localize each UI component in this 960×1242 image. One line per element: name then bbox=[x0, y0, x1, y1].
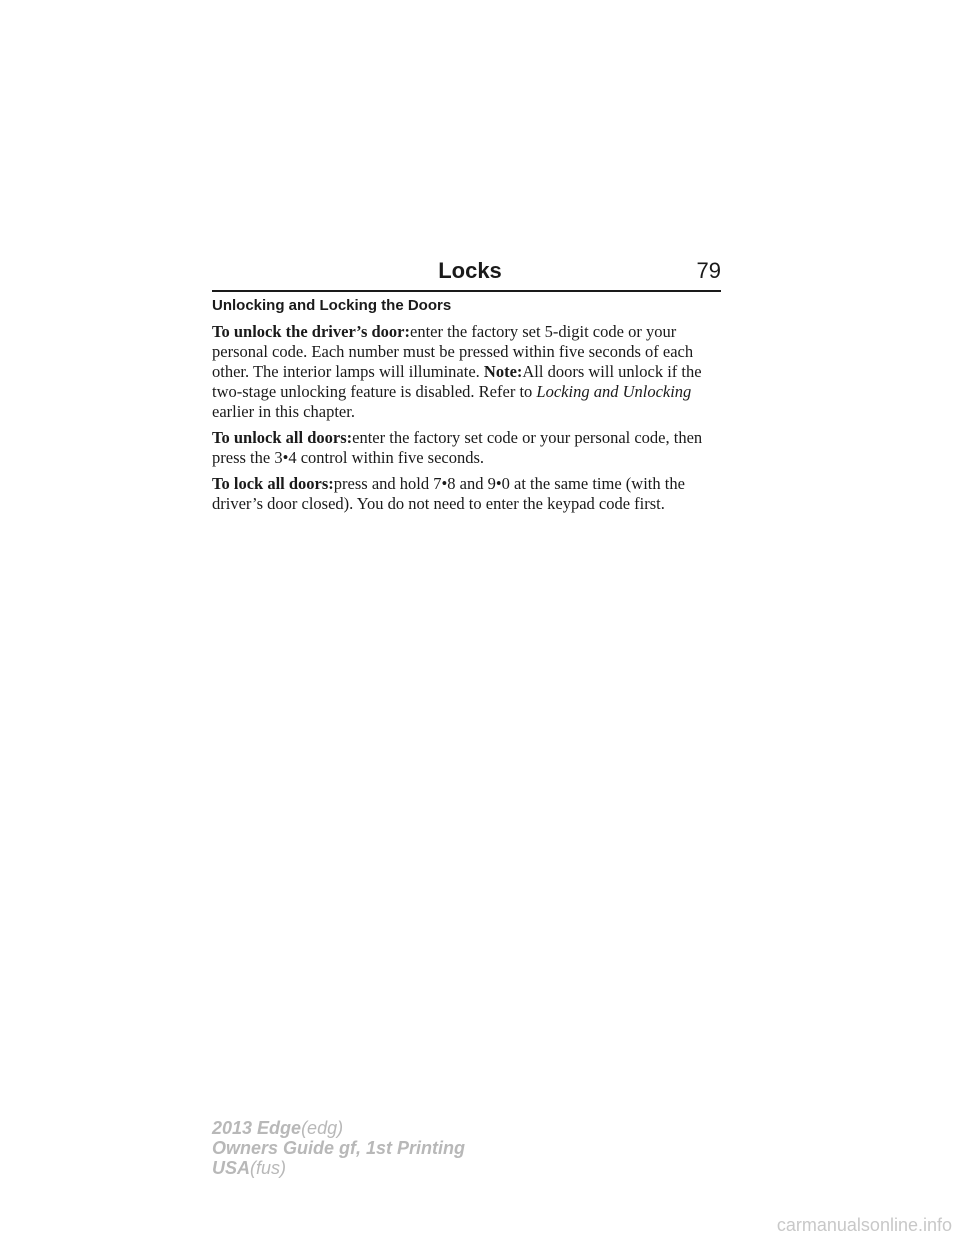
page-number: 79 bbox=[696, 258, 721, 283]
note-label: Note: bbox=[483, 362, 523, 381]
paragraph-lead: To unlock all doors: bbox=[212, 428, 353, 447]
footer-market: USA bbox=[212, 1158, 251, 1178]
watermark: carmanualsonline.info bbox=[776, 1215, 952, 1235]
paragraph-lock-all-doors bbox=[212, 474, 724, 514]
footer-guide: Owners Guide gf, 1st Printing bbox=[212, 1138, 466, 1158]
paragraph-lead: To lock all doors: bbox=[212, 474, 334, 493]
page-header bbox=[212, 256, 721, 292]
cross-reference-link: Locking and Unlocking bbox=[536, 382, 692, 401]
paragraph-text: press and hold 7•8 and 9•0 at the same time (with the driver’s door closed). You do not need to enter the keypad code first. bbox=[212, 474, 685, 513]
footer-market-code: (fus) bbox=[250, 1158, 287, 1178]
paragraph-lead: To unlock the driver’s door: bbox=[212, 322, 410, 341]
footer-model-line bbox=[212, 1118, 465, 1138]
paragraph-unlock-driver-door bbox=[212, 322, 724, 422]
page-content bbox=[212, 296, 724, 520]
paragraph-text: enter the factory set code or your personal code, then press the 3•4 control within five seconds. bbox=[212, 428, 703, 467]
footer-model: 2013 Edge bbox=[212, 1118, 302, 1138]
section-title: Locks bbox=[438, 258, 502, 283]
footer-model-code: (edg) bbox=[301, 1118, 344, 1138]
paragraph-unlock-all-doors bbox=[212, 428, 724, 468]
footer-market-line bbox=[212, 1158, 465, 1178]
section-heading: Unlocking and Locking the Doors bbox=[212, 297, 452, 314]
paragraph-text: earlier in this chapter. bbox=[212, 402, 355, 421]
paragraph-text: enter the factory set 5-digit code or your personal code. Each number must be pressed within five seconds of each other. The interior lamps will illuminate. bbox=[212, 322, 694, 381]
paragraph-text: All doors will unlock if the two-stage unlocking feature is disabled. Refer to bbox=[212, 362, 702, 401]
print-footer bbox=[212, 1118, 465, 1178]
